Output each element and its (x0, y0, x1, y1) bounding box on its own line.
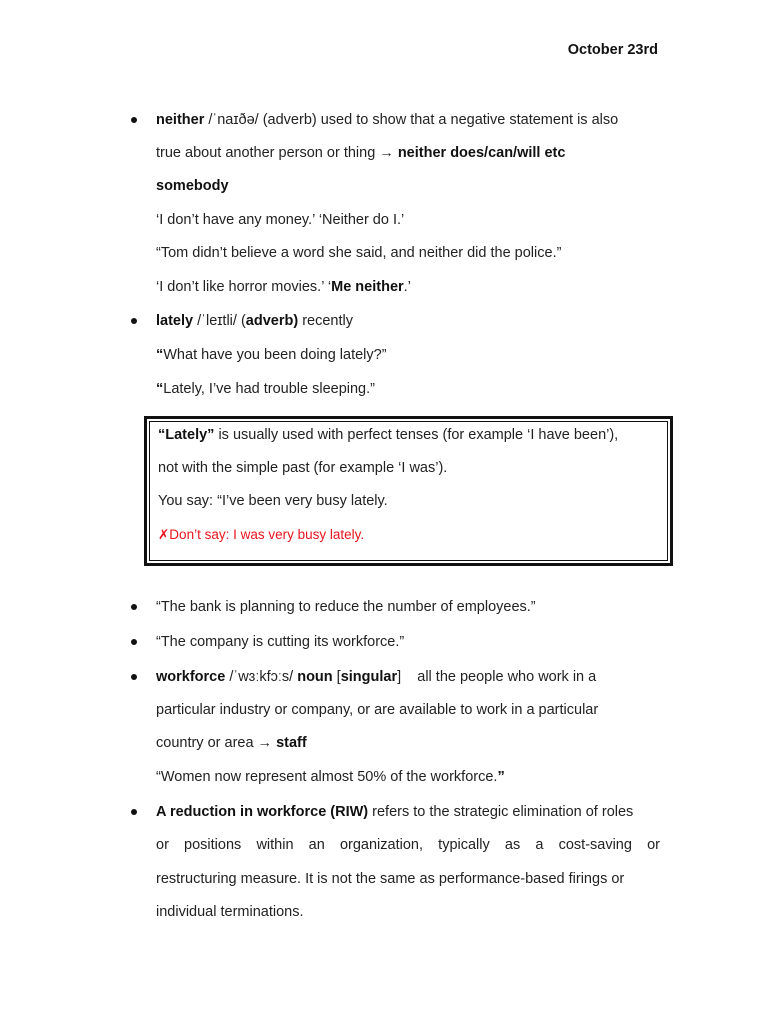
usage-note-line2: not with the simple past (for example ‘I was’). (158, 460, 448, 476)
workforce-definition-line1 (156, 667, 660, 687)
usage-wrong-example: ✗Don’t say: I was very busy lately. (158, 527, 365, 542)
definition-text: refers to the strategic elimination of roles (368, 804, 634, 820)
part-of-speech: noun (297, 669, 333, 685)
example-sentence: “Tom didn’t believe a word she said, and neither did the police.” (156, 245, 562, 261)
definition-text: all the people who work in a (401, 669, 597, 685)
neither-definition-line1 (156, 110, 660, 130)
riw-line2: or positions within an organization, typically as a cost-saving or (156, 837, 660, 853)
definition-text: (adverb) used to show that a negative statement is also (262, 112, 619, 128)
bullet-icon (131, 639, 137, 645)
neither-pattern-cont (156, 176, 660, 196)
headword-neither: neither (156, 112, 205, 128)
example-text: .’ (403, 279, 411, 295)
bullet-icon (131, 674, 137, 680)
usage-text: is usually used with perfect tenses (for example ‘I have been’), (214, 427, 619, 443)
quote-mark: ” (497, 769, 505, 785)
pronunciation: /ˈnaɪðə/ (208, 112, 259, 128)
grammar-code: singular (340, 669, 398, 685)
neither-definition-line2 (156, 143, 660, 163)
usage-note-inner-border (149, 421, 668, 561)
usage-note-line3: You say: “I’ve been very busy lately. (158, 493, 388, 509)
usage-note-box (144, 416, 673, 566)
workforce-definition-line2: particular industry or company, or are available to work in a particular (156, 702, 599, 718)
example-sentence: “The bank is planning to reduce the number of employees.” (156, 599, 536, 615)
headword-riw: A reduction in workforce (RIW) (156, 804, 369, 820)
pronunciation: /ˈwɜːkfɔːs/ (225, 669, 298, 685)
grammar-pattern: somebody (156, 178, 229, 194)
headword-workforce: workforce (156, 669, 226, 685)
bullet-icon (131, 117, 137, 123)
bullet-icon (131, 318, 137, 324)
example-sentence (156, 277, 660, 297)
bullet-icon (131, 809, 137, 815)
quote-mark: “ (156, 347, 164, 363)
example-text: ‘I don’t like horror movies.’ ‘ (156, 279, 332, 295)
usage-term: “Lately” (158, 427, 215, 443)
workforce-definition-line3 (156, 733, 660, 753)
riw-line3: restructuring measure. It is not the same as performance-based firings or (156, 871, 625, 887)
page-date: October 23rd (567, 42, 658, 58)
pronunciation: /ˈleɪtli/ ( (193, 313, 246, 329)
example-sentence (156, 767, 660, 787)
example-sentence: “The company is cutting its workforce.” (156, 634, 405, 650)
usage-note-line1 (158, 425, 618, 445)
cross-reference: staff (276, 735, 307, 751)
headword-lately: lately (156, 313, 194, 329)
definition-text: recently (298, 313, 353, 329)
grammar-pattern: neither does/can/will etc (397, 145, 566, 161)
definition-text: true about another person or thing → (156, 145, 394, 161)
quote-mark: “ (156, 381, 164, 397)
example-sentence: ‘I don’t have any money.’ ‘Neither do I.’ (156, 212, 405, 228)
example-highlight: Me neither (331, 279, 404, 295)
bracket: [ (332, 669, 341, 685)
example-text: What have you been doing lately?” (163, 347, 387, 363)
example-text: “Women now represent almost 50% of the workforce. (156, 769, 498, 785)
part-of-speech: adverb) (245, 313, 299, 329)
riw-line4: individual terminations. (156, 904, 304, 920)
bracket: ] (397, 669, 402, 685)
bullet-icon (131, 604, 137, 610)
example-sentence (156, 379, 660, 399)
example-text: Lately, I’ve had trouble sleeping.” (163, 381, 375, 397)
lately-definition (156, 311, 660, 331)
example-sentence (156, 345, 660, 365)
definition-text: country or area → (156, 735, 277, 751)
riw-line1 (156, 802, 660, 822)
